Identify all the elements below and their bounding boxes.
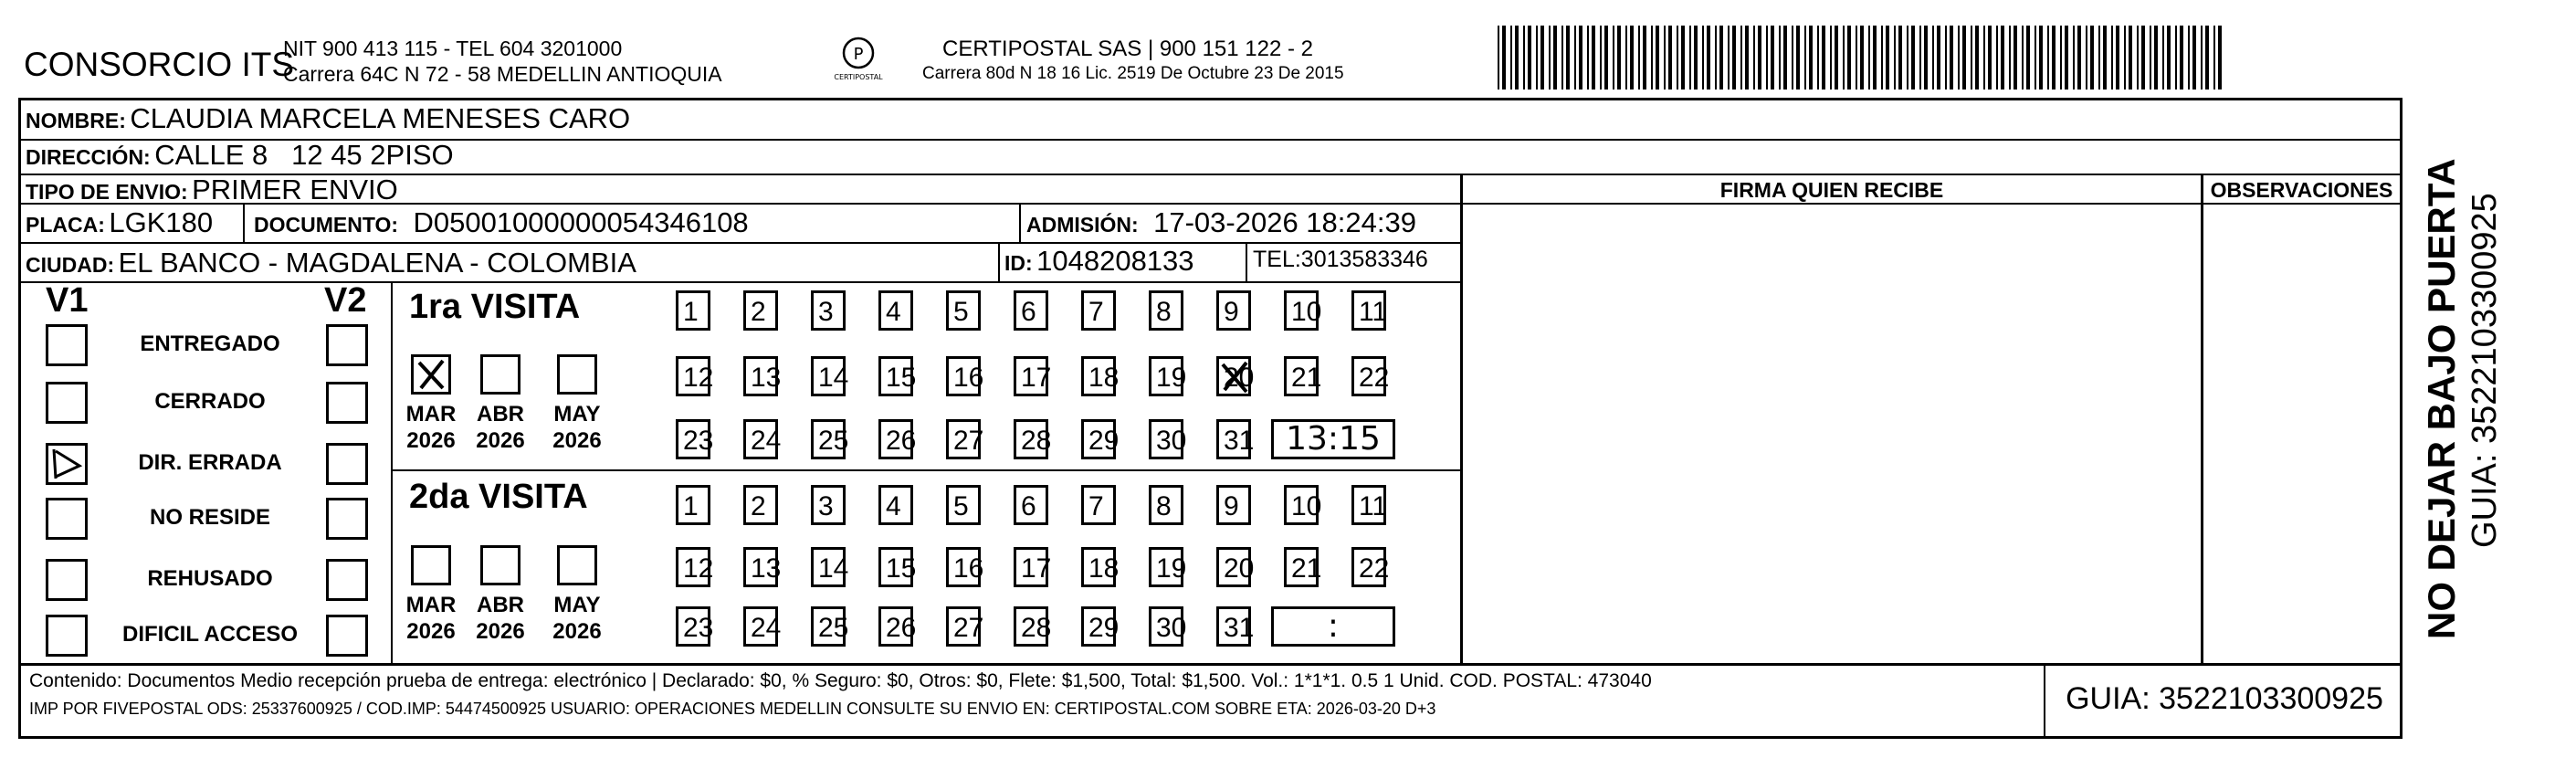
visit1-day-box[interactable]	[1351, 356, 1390, 396]
firma-header: FIRMA QUIEN RECIBE	[1719, 178, 1944, 202]
direccion-label: DIRECCIÓN:	[26, 145, 151, 169]
visit1-day-number: 21	[1291, 363, 1322, 393]
nombre-label: NOMBRE:	[26, 109, 126, 132]
status-reason-label: DIR. ERRADA	[138, 450, 282, 475]
visit1-month-checkbox[interactable]	[480, 354, 520, 395]
visit1-day-number: 3	[818, 297, 834, 327]
visit2-day-box[interactable]	[1216, 606, 1255, 647]
check-mark-icon	[48, 446, 85, 482]
v2-checkbox[interactable]	[326, 498, 368, 540]
v1-checkbox[interactable]	[46, 443, 88, 485]
visit2-day-box[interactable]	[676, 485, 710, 525]
company-name: CONSORCIO ITS	[24, 46, 295, 83]
visit1-day-box[interactable]	[1216, 356, 1255, 396]
visit1-day-box[interactable]	[1284, 290, 1322, 331]
v2-label: V2	[324, 281, 367, 320]
visit2-title: 2da VISITA	[409, 478, 588, 516]
visit1-day-box[interactable]	[743, 419, 782, 459]
visit1-day-box[interactable]	[811, 290, 846, 331]
id-value: 1048208133	[1036, 245, 1194, 277]
visit1-day-box[interactable]	[1216, 419, 1255, 459]
visit2-day-number: 16	[953, 553, 984, 584]
admision-label: ADMISIÓN:	[1026, 213, 1139, 237]
visit2-day-number: 5	[953, 491, 969, 521]
visit1-day-number: 24	[751, 426, 782, 456]
visit1-day-box[interactable]	[1149, 419, 1187, 459]
visit2-day-number: 12	[683, 553, 714, 584]
visit1-day-box[interactable]	[1216, 290, 1251, 331]
v1-label: V1	[46, 281, 89, 320]
x-mark-icon	[1219, 359, 1254, 395]
visit1-day-box[interactable]	[811, 419, 849, 459]
v2-checkbox[interactable]	[326, 443, 368, 485]
visit2-day-box[interactable]	[811, 485, 846, 525]
status-reason-label: REHUSADO	[147, 566, 273, 591]
visit1-day-number: 30	[1156, 426, 1187, 456]
visit1-month-label: MAY 2026	[552, 402, 602, 453]
visit2-day-number: 25	[818, 613, 849, 643]
visit2-day-number: 18	[1088, 553, 1120, 584]
visit1-day-number: 26	[886, 426, 917, 456]
visit1-title: 1ra VISITA	[409, 288, 581, 326]
v2-checkbox[interactable]	[326, 324, 368, 366]
visit1-day-number: 1	[683, 297, 699, 327]
visit1-day-box[interactable]	[878, 419, 917, 459]
visit2-day-box[interactable]	[743, 485, 778, 525]
direccion-value: CALLE 8 12 45 2PISO	[154, 139, 454, 171]
v1-checkbox[interactable]	[46, 324, 88, 366]
visit1-day-number: 2	[751, 297, 766, 327]
visit1-day-box[interactable]	[946, 290, 981, 331]
visit2-day-number: 24	[751, 613, 782, 643]
visit2-month-checkbox[interactable]	[480, 545, 520, 585]
visit1-day-number: 28	[1021, 426, 1052, 456]
certipostal-logo	[831, 35, 886, 84]
visit1-day-number: 23	[683, 426, 714, 456]
visit1-day-box[interactable]	[1014, 356, 1052, 396]
visit1-day-number: 14	[818, 363, 849, 393]
visit2-day-number: 17	[1021, 553, 1052, 584]
tel-value: 3013583346	[1300, 247, 1428, 272]
visit2-month-checkbox[interactable]	[411, 545, 451, 585]
visit1-day-number: 15	[886, 363, 917, 393]
visit2-day-box[interactable]	[1216, 485, 1251, 525]
visit1-day-box[interactable]	[676, 356, 714, 396]
visit1-day-number: 4	[886, 297, 901, 327]
visit1-day-number: 25	[818, 426, 849, 456]
visit1-day-box[interactable]	[1014, 290, 1048, 331]
tel-label: TEL:	[1253, 247, 1301, 272]
visit2-day-number: 6	[1021, 491, 1036, 521]
visit2-day-box[interactable]	[1284, 547, 1322, 587]
visit1-day-box[interactable]	[1081, 419, 1120, 459]
visit1-day-box[interactable]	[1149, 356, 1187, 396]
visit1-day-number: 18	[1088, 363, 1120, 393]
visit2-day-number: 22	[1359, 553, 1390, 584]
visit2-day-number: 27	[953, 613, 984, 643]
visit2-day-number: 3	[818, 491, 834, 521]
visit1-day-box[interactable]	[743, 290, 778, 331]
admision-value: 17-03-2026 18:24:39	[1153, 206, 1416, 238]
footer-imp: IMP POR FIVEPOSTAL ODS: 25337600925 / COD.IMP: 54474500925 USUARIO: OPERACIONES MEDELLIN CONSULTE SU ENVIO EN: CERTIPOSTAL.COM SOBRE ETA: 2026-03-20 D+3	[29, 700, 1436, 718]
side-warning: NO DEJAR BAJO PUERTA	[2420, 158, 2463, 639]
tipo-envio-value: PRIMER ENVIO	[192, 174, 398, 205]
visit1-day-box[interactable]	[1081, 356, 1120, 396]
visit1-day-box[interactable]	[878, 290, 913, 331]
v2-checkbox[interactable]	[326, 382, 368, 424]
visit1-day-number: 10	[1291, 297, 1322, 327]
visit2-day-number: 8	[1156, 491, 1172, 521]
visit1-day-number: 22	[1359, 363, 1390, 393]
svg-text:CERTIPOSTAL: CERTIPOSTAL	[834, 73, 883, 81]
footer-contenido: Contenido: Documentos Medio recepción prueba de entrega: electrónico | Declarado: $0, % Seguro: $0, Otros: $0, Flete: $1,500, Total: $1,500. Vol.: 1*1*1. 0.5 1 Unid. COD. POSTAL: 473040	[29, 670, 1652, 691]
status-reason-label: NO RESIDE	[149, 505, 271, 530]
visit1-day-box[interactable]	[1351, 290, 1386, 331]
company-nit: NIT 900 413 115 - TEL 604 3201000	[283, 37, 623, 60]
visit1-day-box[interactable]	[1014, 419, 1052, 459]
visit1-day-number: 12	[683, 363, 714, 393]
visit2-month-checkbox[interactable]	[557, 545, 597, 585]
visit2-day-number: 26	[886, 613, 917, 643]
visit1-day-box[interactable]	[1284, 356, 1322, 396]
visit1-month-checkbox[interactable]	[557, 354, 597, 395]
visit2-month-label: MAR 2026	[405, 593, 457, 644]
visit2-month-label: MAY 2026	[552, 593, 602, 644]
visit2-day-number: 21	[1291, 553, 1322, 584]
v1-checkbox[interactable]	[46, 615, 88, 657]
visit2-day-box[interactable]	[1149, 547, 1187, 587]
visit1-day-box[interactable]	[676, 290, 710, 331]
visit2-day-number: 1	[683, 491, 699, 521]
visit1-day-box[interactable]	[878, 356, 917, 396]
visit1-day-box[interactable]	[676, 419, 714, 459]
visit1-month-label: MAR 2026	[405, 402, 457, 453]
visit2-day-box[interactable]	[1216, 547, 1255, 587]
v1-checkbox[interactable]	[46, 498, 88, 540]
documento-label: DOCUMENTO:	[254, 213, 399, 237]
courier-address: Carrera 80d N 18 16 Lic. 2519 De Octubre 23 De 2015	[922, 64, 1344, 83]
visit2-day-number: 14	[818, 553, 849, 584]
visit1-day-number: 6	[1021, 297, 1036, 327]
company-address: Carrera 64C N 72 - 58 MEDELLIN ANTIOQUIA	[283, 62, 722, 86]
visit2-day-box[interactable]	[1351, 485, 1386, 525]
visit1-day-number: 19	[1156, 363, 1187, 393]
visit2-day-box[interactable]	[1284, 485, 1322, 525]
v1-checkbox[interactable]	[46, 382, 88, 424]
placa-value: LGK180	[109, 206, 214, 238]
visit1-day-number: 20	[1224, 363, 1255, 393]
visit2-day-box[interactable]	[946, 606, 984, 647]
visit2-day-number: 20	[1224, 553, 1255, 584]
visit1-day-number: 13	[751, 363, 782, 393]
visit2-day-number: 19	[1156, 553, 1187, 584]
visit2-day-box[interactable]	[811, 547, 849, 587]
visit2-day-box[interactable]	[743, 547, 782, 587]
visit1-day-box[interactable]	[1149, 290, 1183, 331]
visit2-day-number: 4	[886, 491, 901, 521]
visit2-day-box[interactable]	[1014, 606, 1052, 647]
status-reason-label: ENTREGADO	[140, 332, 280, 356]
visit2-day-box[interactable]	[1081, 606, 1120, 647]
visit2-day-box[interactable]	[1081, 485, 1116, 525]
visit1-day-box[interactable]	[811, 356, 849, 396]
visit2-day-box[interactable]	[1081, 547, 1120, 587]
visit2-day-box[interactable]	[878, 606, 917, 647]
visit2-day-box[interactable]	[1149, 485, 1183, 525]
visit2-day-box[interactable]	[946, 485, 981, 525]
status-reason-label: CERRADO	[154, 389, 266, 414]
visit2-day-box[interactable]	[946, 547, 984, 587]
visit2-day-number: 10	[1291, 491, 1322, 521]
visit2-day-box[interactable]	[878, 547, 917, 587]
visit2-day-number: 11	[1359, 491, 1388, 521]
ciudad-value: EL BANCO - MAGDALENA - COLOMBIA	[118, 247, 636, 279]
visit2-day-number: 13	[751, 553, 782, 584]
visit2-day-box[interactable]	[676, 606, 714, 647]
visit1-day-number: 27	[953, 426, 984, 456]
visit2-time-box[interactable]: :	[1271, 606, 1395, 647]
visit1-month-label: ABR 2026	[476, 402, 525, 453]
visit2-day-number: 29	[1088, 613, 1120, 643]
visit2-day-number: 15	[886, 553, 917, 584]
documento-value: D05001000000054346108	[413, 206, 749, 238]
visit1-day-number: 16	[953, 363, 984, 393]
observaciones-header: OBSERVACIONES	[2210, 178, 2393, 202]
visit2-day-box[interactable]	[811, 606, 849, 647]
visit2-day-number: 9	[1224, 491, 1239, 521]
visit2-day-box[interactable]	[676, 547, 714, 587]
v1-checkbox[interactable]	[46, 559, 88, 601]
visit2-day-number: 31	[1224, 613, 1255, 643]
visit2-day-box[interactable]	[1351, 547, 1390, 587]
visit2-day-number: 30	[1156, 613, 1187, 643]
visit2-day-box[interactable]	[1014, 485, 1048, 525]
id-label: ID:	[1004, 251, 1033, 275]
visit2-day-box[interactable]	[1149, 606, 1187, 647]
visit1-day-box[interactable]	[946, 419, 984, 459]
visit1-day-box[interactable]	[743, 356, 782, 396]
tipo-envio-label: TIPO DE ENVIO:	[26, 180, 188, 204]
visit1-day-number: 9	[1224, 297, 1239, 327]
status-reason-label: DIFICIL ACCESO	[121, 622, 298, 647]
visit1-day-number: 11	[1359, 297, 1388, 327]
visit1-month-checkbox[interactable]	[411, 354, 451, 395]
visit2-day-box[interactable]	[1014, 547, 1052, 587]
visit2-day-number: 2	[751, 491, 766, 521]
visit2-day-number: 23	[683, 613, 714, 643]
v2-checkbox[interactable]	[326, 615, 368, 657]
svg-text:P: P	[853, 45, 864, 64]
courier-name: CERTIPOSTAL SAS | 900 151 122 - 2	[942, 37, 1313, 61]
side-guia: GUIA: 3522103300925	[2466, 193, 2504, 548]
v2-checkbox[interactable]	[326, 559, 368, 601]
barcode	[1498, 26, 2228, 89]
visit1-time-box[interactable]: 13:15	[1271, 419, 1395, 459]
footer-guia: GUIA: 3522103300925	[2066, 681, 2383, 716]
visit1-day-number: 17	[1021, 363, 1052, 393]
visit1-day-number: 29	[1088, 426, 1120, 456]
visit1-day-box[interactable]	[1081, 290, 1116, 331]
visit1-day-number: 31	[1224, 426, 1255, 456]
visit1-day-box[interactable]	[946, 356, 984, 396]
visit2-day-box[interactable]	[878, 485, 913, 525]
placa-label: PLACA:	[26, 213, 105, 237]
visit1-day-number: 7	[1088, 297, 1104, 327]
visit2-day-box[interactable]	[743, 606, 782, 647]
visit2-month-label: ABR 2026	[476, 593, 525, 644]
visit2-day-number: 7	[1088, 491, 1104, 521]
x-mark-icon	[414, 357, 448, 392]
visit1-day-number: 5	[953, 297, 969, 327]
visit1-day-number: 8	[1156, 297, 1172, 327]
ciudad-label: CIUDAD:	[26, 253, 115, 277]
visit2-day-number: 28	[1021, 613, 1052, 643]
nombre-value: CLAUDIA MARCELA MENESES CARO	[130, 102, 631, 134]
